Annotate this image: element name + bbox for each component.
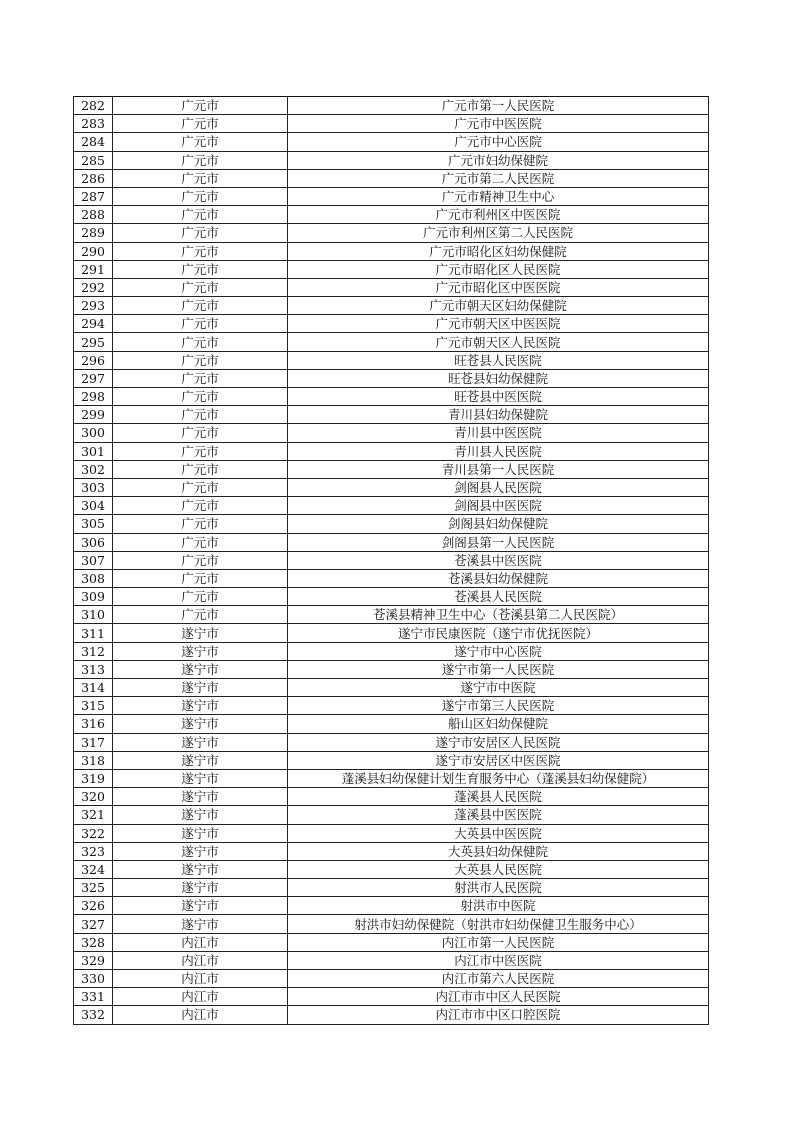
hospital-name-cell: 射洪市中医院 <box>288 897 709 915</box>
hospital-name-cell: 旺苍县妇幼保健院 <box>288 369 709 387</box>
city-cell: 广元市 <box>113 133 288 151</box>
table-row <box>74 388 709 406</box>
table-row <box>74 406 709 424</box>
city-cell: 内江市 <box>113 970 288 988</box>
hospital-name-cell: 广元市中心医院 <box>288 133 709 151</box>
table-row <box>74 951 709 969</box>
city-cell: 内江市 <box>113 988 288 1006</box>
city-cell: 遂宁市 <box>113 751 288 769</box>
row-number-cell: 294 <box>74 315 113 333</box>
city-cell: 广元市 <box>113 115 288 133</box>
row-number-cell: 312 <box>74 642 113 660</box>
row-number-cell: 298 <box>74 388 113 406</box>
hospital-name-cell: 内江市第一人民医院 <box>288 933 709 951</box>
table-row <box>74 970 709 988</box>
table-row <box>74 679 709 697</box>
city-cell: 广元市 <box>113 206 288 224</box>
city-cell: 广元市 <box>113 260 288 278</box>
row-number-cell: 302 <box>74 460 113 478</box>
city-cell: 广元市 <box>113 424 288 442</box>
table-row <box>74 551 709 569</box>
hospital-name-cell: 大英县妇幼保健院 <box>288 842 709 860</box>
table-row <box>74 133 709 151</box>
city-cell: 广元市 <box>113 151 288 169</box>
table-row <box>74 478 709 496</box>
row-number-cell: 315 <box>74 697 113 715</box>
hospital-name-cell: 广元市中医医院 <box>288 115 709 133</box>
table-row <box>74 842 709 860</box>
table-row <box>74 151 709 169</box>
hospital-name-cell: 射洪市妇幼保健院（射洪市妇幼保健卫生服务中心） <box>288 915 709 933</box>
row-number-cell: 331 <box>74 988 113 1006</box>
hospital-name-cell: 青川县第一人民医院 <box>288 460 709 478</box>
city-cell: 广元市 <box>113 351 288 369</box>
hospital-name-cell: 青川县人民医院 <box>288 442 709 460</box>
row-number-cell: 313 <box>74 660 113 678</box>
row-number-cell: 283 <box>74 115 113 133</box>
table-row <box>74 224 709 242</box>
hospital-name-cell: 遂宁市安居区中医医院 <box>288 751 709 769</box>
row-number-cell: 320 <box>74 788 113 806</box>
hospital-name-cell: 蓬溪县中医医院 <box>288 806 709 824</box>
row-number-cell: 306 <box>74 533 113 551</box>
city-cell: 遂宁市 <box>113 733 288 751</box>
city-cell: 广元市 <box>113 606 288 624</box>
hospital-name-cell: 广元市昭化区中医医院 <box>288 278 709 296</box>
row-number-cell: 288 <box>74 206 113 224</box>
table-row <box>74 515 709 533</box>
table-row <box>74 660 709 678</box>
table-row <box>74 642 709 660</box>
city-cell: 遂宁市 <box>113 769 288 787</box>
hospital-name-cell: 广元市朝天区妇幼保健院 <box>288 297 709 315</box>
table-row <box>74 806 709 824</box>
table-row <box>74 533 709 551</box>
row-number-cell: 282 <box>74 97 113 115</box>
hospital-name-cell: 内江市市中区口腔医院 <box>288 1006 709 1024</box>
row-number-cell: 321 <box>74 806 113 824</box>
hospital-name-cell: 苍溪县人民医院 <box>288 588 709 606</box>
row-number-cell: 300 <box>74 424 113 442</box>
row-number-cell: 297 <box>74 369 113 387</box>
table-row <box>74 460 709 478</box>
city-cell: 广元市 <box>113 478 288 496</box>
row-number-cell: 301 <box>74 442 113 460</box>
table-row <box>74 315 709 333</box>
hospital-name-cell: 内江市第六人民医院 <box>288 970 709 988</box>
hospital-name-cell: 广元市利州区第二人民医院 <box>288 224 709 242</box>
table-row <box>74 624 709 642</box>
hospital-name-cell: 广元市第一人民医院 <box>288 97 709 115</box>
city-cell: 遂宁市 <box>113 860 288 878</box>
hospital-list-body <box>74 97 709 1025</box>
row-number-cell: 318 <box>74 751 113 769</box>
city-cell: 遂宁市 <box>113 788 288 806</box>
row-number-cell: 284 <box>74 133 113 151</box>
city-cell: 遂宁市 <box>113 897 288 915</box>
hospital-name-cell: 广元市利州区中医医院 <box>288 206 709 224</box>
row-number-cell: 299 <box>74 406 113 424</box>
city-cell: 广元市 <box>113 97 288 115</box>
city-cell: 遂宁市 <box>113 842 288 860</box>
row-number-cell: 314 <box>74 679 113 697</box>
city-cell: 遂宁市 <box>113 697 288 715</box>
hospital-name-cell: 广元市昭化区人民医院 <box>288 260 709 278</box>
table-row <box>74 369 709 387</box>
table-row <box>74 187 709 205</box>
table-row <box>74 97 709 115</box>
row-number-cell: 296 <box>74 351 113 369</box>
city-cell: 广元市 <box>113 224 288 242</box>
row-number-cell: 286 <box>74 169 113 187</box>
city-cell: 广元市 <box>113 497 288 515</box>
table-row <box>74 751 709 769</box>
hospital-name-cell: 剑阁县妇幼保健院 <box>288 515 709 533</box>
table-row <box>74 297 709 315</box>
row-number-cell: 327 <box>74 915 113 933</box>
hospital-name-cell: 青川县中医医院 <box>288 424 709 442</box>
row-number-cell: 304 <box>74 497 113 515</box>
hospital-name-cell: 遂宁市民康医院（遂宁市优抚医院） <box>288 624 709 642</box>
hospital-name-cell: 广元市精神卫生中心 <box>288 187 709 205</box>
hospital-list-table <box>73 96 709 1025</box>
row-number-cell: 287 <box>74 187 113 205</box>
table-row <box>74 933 709 951</box>
row-number-cell: 307 <box>74 551 113 569</box>
row-number-cell: 325 <box>74 879 113 897</box>
city-cell: 广元市 <box>113 569 288 587</box>
city-cell: 广元市 <box>113 242 288 260</box>
table-row <box>74 697 709 715</box>
row-number-cell: 310 <box>74 606 113 624</box>
city-cell: 广元市 <box>113 315 288 333</box>
hospital-name-cell: 广元市朝天区人民医院 <box>288 333 709 351</box>
row-number-cell: 317 <box>74 733 113 751</box>
row-number-cell: 291 <box>74 260 113 278</box>
row-number-cell: 303 <box>74 478 113 496</box>
city-cell: 遂宁市 <box>113 642 288 660</box>
table-row <box>74 897 709 915</box>
city-cell: 广元市 <box>113 297 288 315</box>
table-row <box>74 424 709 442</box>
city-cell: 内江市 <box>113 933 288 951</box>
hospital-name-cell: 广元市第二人民医院 <box>288 169 709 187</box>
hospital-name-cell: 大英县人民医院 <box>288 860 709 878</box>
hospital-name-cell: 广元市昭化区妇幼保健院 <box>288 242 709 260</box>
table-row <box>74 715 709 733</box>
city-cell: 广元市 <box>113 333 288 351</box>
hospital-name-cell: 遂宁市中心医院 <box>288 642 709 660</box>
hospital-name-cell: 剑阁县中医医院 <box>288 497 709 515</box>
row-number-cell: 290 <box>74 242 113 260</box>
hospital-name-cell: 遂宁市安居区人民医院 <box>288 733 709 751</box>
city-cell: 广元市 <box>113 406 288 424</box>
row-number-cell: 323 <box>74 842 113 860</box>
row-number-cell: 332 <box>74 1006 113 1024</box>
row-number-cell: 295 <box>74 333 113 351</box>
table-row <box>74 442 709 460</box>
table-row <box>74 788 709 806</box>
table-row <box>74 879 709 897</box>
city-cell: 广元市 <box>113 187 288 205</box>
city-cell: 广元市 <box>113 460 288 478</box>
city-cell: 广元市 <box>113 588 288 606</box>
city-cell: 遂宁市 <box>113 806 288 824</box>
row-number-cell: 311 <box>74 624 113 642</box>
hospital-name-cell: 内江市市中区人民医院 <box>288 988 709 1006</box>
city-cell: 遂宁市 <box>113 824 288 842</box>
table-row <box>74 733 709 751</box>
city-cell: 内江市 <box>113 1006 288 1024</box>
row-number-cell: 319 <box>74 769 113 787</box>
hospital-name-cell: 旺苍县人民医院 <box>288 351 709 369</box>
city-cell: 遂宁市 <box>113 624 288 642</box>
hospital-name-cell: 剑阁县第一人民医院 <box>288 533 709 551</box>
city-cell: 内江市 <box>113 951 288 969</box>
row-number-cell: 322 <box>74 824 113 842</box>
table-row <box>74 497 709 515</box>
city-cell: 广元市 <box>113 278 288 296</box>
hospital-name-cell: 广元市妇幼保健院 <box>288 151 709 169</box>
row-number-cell: 293 <box>74 297 113 315</box>
table-row <box>74 915 709 933</box>
table-row <box>74 278 709 296</box>
table-row <box>74 988 709 1006</box>
hospital-name-cell: 遂宁市中医院 <box>288 679 709 697</box>
city-cell: 遂宁市 <box>113 715 288 733</box>
table-row <box>74 569 709 587</box>
row-number-cell: 292 <box>74 278 113 296</box>
table-row <box>74 351 709 369</box>
table-row <box>74 115 709 133</box>
hospital-name-cell: 苍溪县妇幼保健院 <box>288 569 709 587</box>
hospital-name-cell: 广元市朝天区中医医院 <box>288 315 709 333</box>
hospital-name-cell: 蓬溪县人民医院 <box>288 788 709 806</box>
hospital-name-cell: 大英县中医医院 <box>288 824 709 842</box>
table-row <box>74 206 709 224</box>
hospital-name-cell: 蓬溪县妇幼保健计划生育服务中心（蓬溪县妇幼保健院） <box>288 769 709 787</box>
city-cell: 广元市 <box>113 369 288 387</box>
table-row <box>74 333 709 351</box>
city-cell: 遂宁市 <box>113 660 288 678</box>
row-number-cell: 309 <box>74 588 113 606</box>
hospital-name-cell: 苍溪县精神卫生中心（苍溪县第二人民医院） <box>288 606 709 624</box>
city-cell: 广元市 <box>113 551 288 569</box>
table-row <box>74 169 709 187</box>
city-cell: 广元市 <box>113 388 288 406</box>
city-cell: 广元市 <box>113 442 288 460</box>
table-row <box>74 588 709 606</box>
city-cell: 遂宁市 <box>113 879 288 897</box>
hospital-name-cell: 苍溪县中医医院 <box>288 551 709 569</box>
hospital-name-cell: 射洪市人民医院 <box>288 879 709 897</box>
city-cell: 遂宁市 <box>113 679 288 697</box>
city-cell: 遂宁市 <box>113 915 288 933</box>
table-row <box>74 606 709 624</box>
table-row <box>74 260 709 278</box>
row-number-cell: 328 <box>74 933 113 951</box>
row-number-cell: 289 <box>74 224 113 242</box>
row-number-cell: 324 <box>74 860 113 878</box>
hospital-name-cell: 船山区妇幼保健院 <box>288 715 709 733</box>
table-row <box>74 1006 709 1024</box>
table-row <box>74 860 709 878</box>
row-number-cell: 329 <box>74 951 113 969</box>
row-number-cell: 308 <box>74 569 113 587</box>
table-row <box>74 769 709 787</box>
hospital-name-cell: 剑阁县人民医院 <box>288 478 709 496</box>
city-cell: 广元市 <box>113 169 288 187</box>
table-row <box>74 242 709 260</box>
row-number-cell: 285 <box>74 151 113 169</box>
row-number-cell: 330 <box>74 970 113 988</box>
table-row <box>74 824 709 842</box>
row-number-cell: 316 <box>74 715 113 733</box>
hospital-name-cell: 旺苍县中医医院 <box>288 388 709 406</box>
row-number-cell: 305 <box>74 515 113 533</box>
hospital-name-cell: 内江市中医医院 <box>288 951 709 969</box>
city-cell: 广元市 <box>113 533 288 551</box>
city-cell: 广元市 <box>113 515 288 533</box>
hospital-name-cell: 青川县妇幼保健院 <box>288 406 709 424</box>
hospital-name-cell: 遂宁市第三人民医院 <box>288 697 709 715</box>
hospital-name-cell: 遂宁市第一人民医院 <box>288 660 709 678</box>
row-number-cell: 326 <box>74 897 113 915</box>
